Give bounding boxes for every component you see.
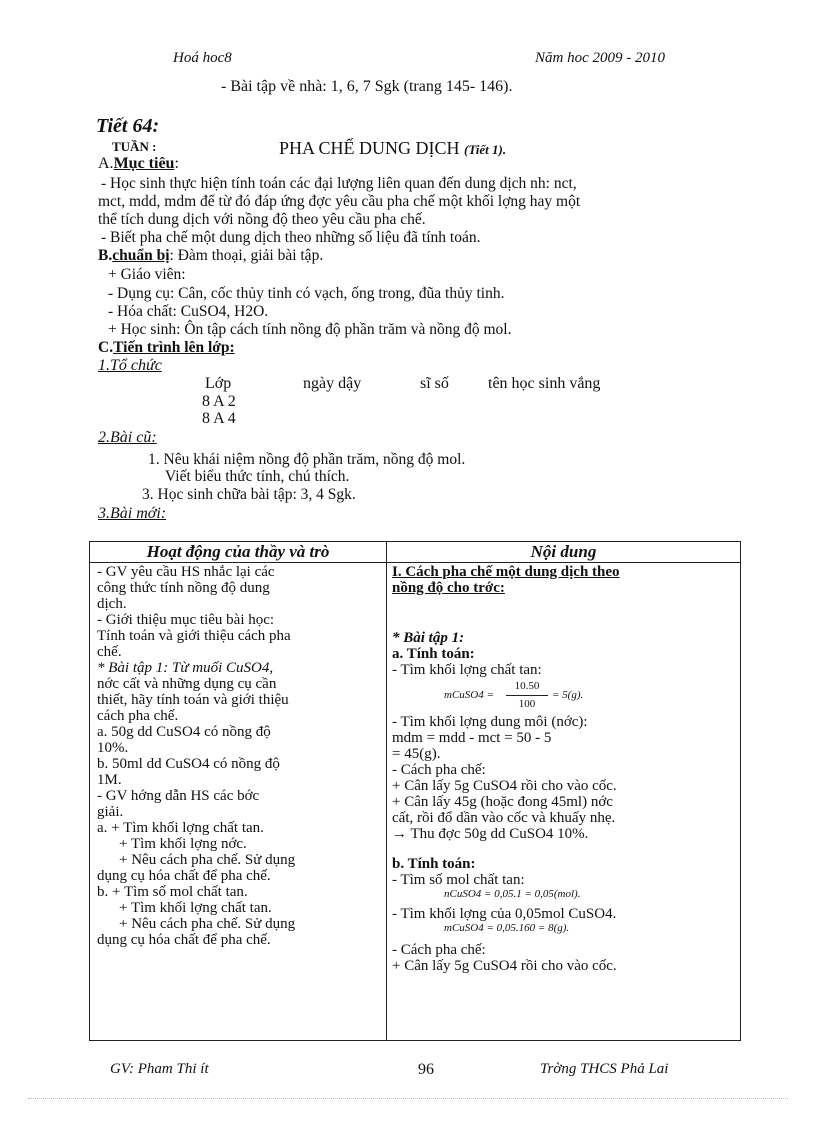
header-activities: Hoạt động của thầy và trò	[90, 542, 387, 563]
col-date: ngày dậy	[303, 375, 362, 392]
method-heading-b: - Cách pha chế:	[392, 942, 486, 958]
teacher-label: + Giáo viên:	[108, 266, 186, 283]
equipment-line: - Dụng cụ: Cân, cốc thủy tinh có vạch, ống trong, đũa thủy tinh.	[108, 285, 505, 302]
lesson-number: Tiết 64:	[96, 115, 160, 137]
old-lesson-heading: 2.Bài cũ:	[98, 429, 157, 446]
footer-teacher: GV: Pham Thi ít	[110, 1061, 209, 1077]
method-heading: - Cách pha chế:	[392, 762, 486, 778]
section-1-title-cont: nồng độ cho trớc:	[392, 580, 505, 596]
find-solute-text: - Tìm khối lợng chất tan:	[392, 662, 542, 678]
left-line: chế.	[97, 644, 122, 660]
student-line: + Học sinh: Ôn tập cách tính nồng độ phần trăm và nồng độ mol.	[108, 321, 512, 338]
step-2: + Cân lấy 45g (hoặc đong 45ml) nớc	[392, 794, 613, 810]
left-line: + Tìm khối lợng nớc.	[119, 836, 247, 852]
left-line: a. 50g dd CuSO4 có nồng độ	[97, 724, 271, 740]
week-label: TUẦN :	[112, 139, 157, 154]
class-8a2: 8 A 2	[202, 393, 236, 410]
col-absent: tên học sinh vắng	[488, 375, 601, 392]
section-a-heading: A.Mục tiêu:	[98, 155, 179, 172]
lesson-part: (Tiết 1).	[464, 142, 507, 157]
result-line: → Thu đợc 50g dd CuSO4 10%.	[392, 826, 589, 842]
formula-mass: mCuSO4 = 0,05.160 = 8(g).	[444, 922, 570, 934]
left-line: - GV yêu cầu HS nhắc lại các	[97, 564, 275, 580]
solvent-equation: mdm = mdd - mct = 50 - 5	[392, 730, 552, 746]
left-line: Tính toán và giới thiệu cách pha	[97, 628, 291, 644]
bottom-divider	[28, 1098, 788, 1099]
page-number: 96	[418, 1061, 434, 1078]
lesson-table	[89, 541, 741, 1041]
section-b-heading: B.chuẩn bị: Đàm thoại, giải bài tập.	[98, 247, 324, 264]
content-cell	[387, 563, 741, 1041]
left-line: a. + Tìm khối lợng chất tan.	[97, 820, 264, 836]
part-a-heading: a. Tính toán:	[392, 646, 475, 662]
left-line: - GV hớng dẫn HS các bớc	[97, 788, 260, 804]
objective-line-2: mct, mdd, mdm để từ đó đáp ứng đợc yêu cầu pha chế một khối lợng hay một	[98, 193, 581, 210]
left-line: b. 50ml dd CuSO4 có nồng độ	[97, 756, 280, 772]
activities-cell	[90, 563, 387, 1041]
org-heading: 1.Tổ chức	[98, 357, 162, 374]
header-content: Nội dung	[387, 542, 741, 563]
left-line: + Nêu cách pha chế. Sử dụng	[119, 916, 296, 932]
left-line: cách pha chế.	[97, 708, 179, 724]
objective-line-1: - Học sinh thực hiện tính toán các đại lượng liên quan đến dung dịch nh: nct,	[101, 175, 577, 192]
find-mol-text: - Tìm số mol chất tan:	[392, 872, 525, 888]
left-line: giải.	[97, 804, 124, 820]
old-lesson-line-1: 1. Nêu khái niệm nồng độ phần trăm, nồng độ mol.	[148, 451, 466, 468]
footer-school: Trờng THCS Phả Lai	[540, 1061, 669, 1077]
class-8a4: 8 A 4	[202, 410, 236, 427]
formula-mol: nCuSO4 = 0,05.1 = 0,05(mol).	[444, 888, 581, 900]
step-3: + Cân lấy 5g CuSO4 rồi cho vào cốc.	[392, 958, 617, 974]
old-lesson-line-2: Viết biểu thức tính, chú thích.	[165, 468, 350, 485]
left-line: dụng cụ hóa chất để pha chế.	[97, 932, 271, 948]
step-2-cont: cất, rồi đổ dần vào cốc và khuấy nhẹ.	[392, 810, 616, 826]
left-line: dịch.	[97, 596, 127, 612]
left-line: + Tìm khối lợng chất tan.	[119, 900, 272, 916]
find-solvent-text: - Tìm khối lợng dung môi (nớc):	[392, 714, 588, 730]
left-line: * Bài tập 1: Từ muối CuSO4,	[97, 660, 274, 676]
part-b-heading: b. Tính toán:	[392, 856, 476, 872]
step-1: + Cân lấy 5g CuSO4 rồi cho vào cốc.	[392, 778, 617, 794]
chemicals-line: - Hóa chất: CuSO4, H2O.	[108, 303, 269, 320]
old-lesson-line-3: 3. Học sinh chữa bài tập: 3, 4 Sgk.	[142, 486, 356, 503]
left-line: + Nêu cách pha chế. Sử dụng	[119, 852, 296, 868]
left-line: 10%.	[97, 740, 129, 756]
solvent-result: = 45(g).	[392, 746, 441, 762]
col-count: sĩ số	[420, 375, 449, 392]
left-line: thiết, hãy tính toán và giới thiệu	[97, 692, 289, 708]
header-right: Năm hoc 2009 - 2010	[535, 50, 665, 66]
left-line: công thức tính nồng độ dung	[97, 580, 270, 596]
left-line: b. + Tìm số mol chất tan.	[97, 884, 248, 900]
section-1-title: I. Cách pha chế một dung dịch theo	[392, 564, 620, 580]
objective-line-3: thể tích dung dịch với nồng độ theo yêu cầu pha chế.	[98, 211, 426, 228]
left-line: dụng cụ hóa chất để pha chế.	[97, 868, 271, 884]
left-line: 1M.	[97, 772, 122, 788]
new-lesson-heading: 3.Bài mới:	[98, 505, 167, 522]
section-c-heading: C.Tiến trình lên lớp:	[98, 339, 235, 356]
page-title: PHA CHẾ DUNG DỊCH (Tiết 1).	[279, 138, 507, 158]
exercise-1-label: * Bài tập 1:	[392, 630, 465, 646]
left-line: nớc cất và những dụng cụ cần	[97, 676, 277, 692]
left-line: - Giới thiệu mục tiêu bài học:	[97, 612, 275, 628]
col-class: Lớp	[205, 375, 232, 392]
formula-solute-mass: mCuSO4 = 10.50 100 = 5(g).	[444, 680, 584, 710]
objective-line-4: - Biết pha chế một dung dịch theo những số liệu đã tính toán.	[101, 229, 481, 246]
top-note: - Bài tập về nhà: 1, 6, 7 Sgk (trang 145- 146).	[221, 78, 513, 95]
header-left: Hoá hoc8	[173, 50, 232, 66]
find-mass-text: - Tìm khối lợng của 0,05mol CuSO4.	[392, 906, 617, 922]
